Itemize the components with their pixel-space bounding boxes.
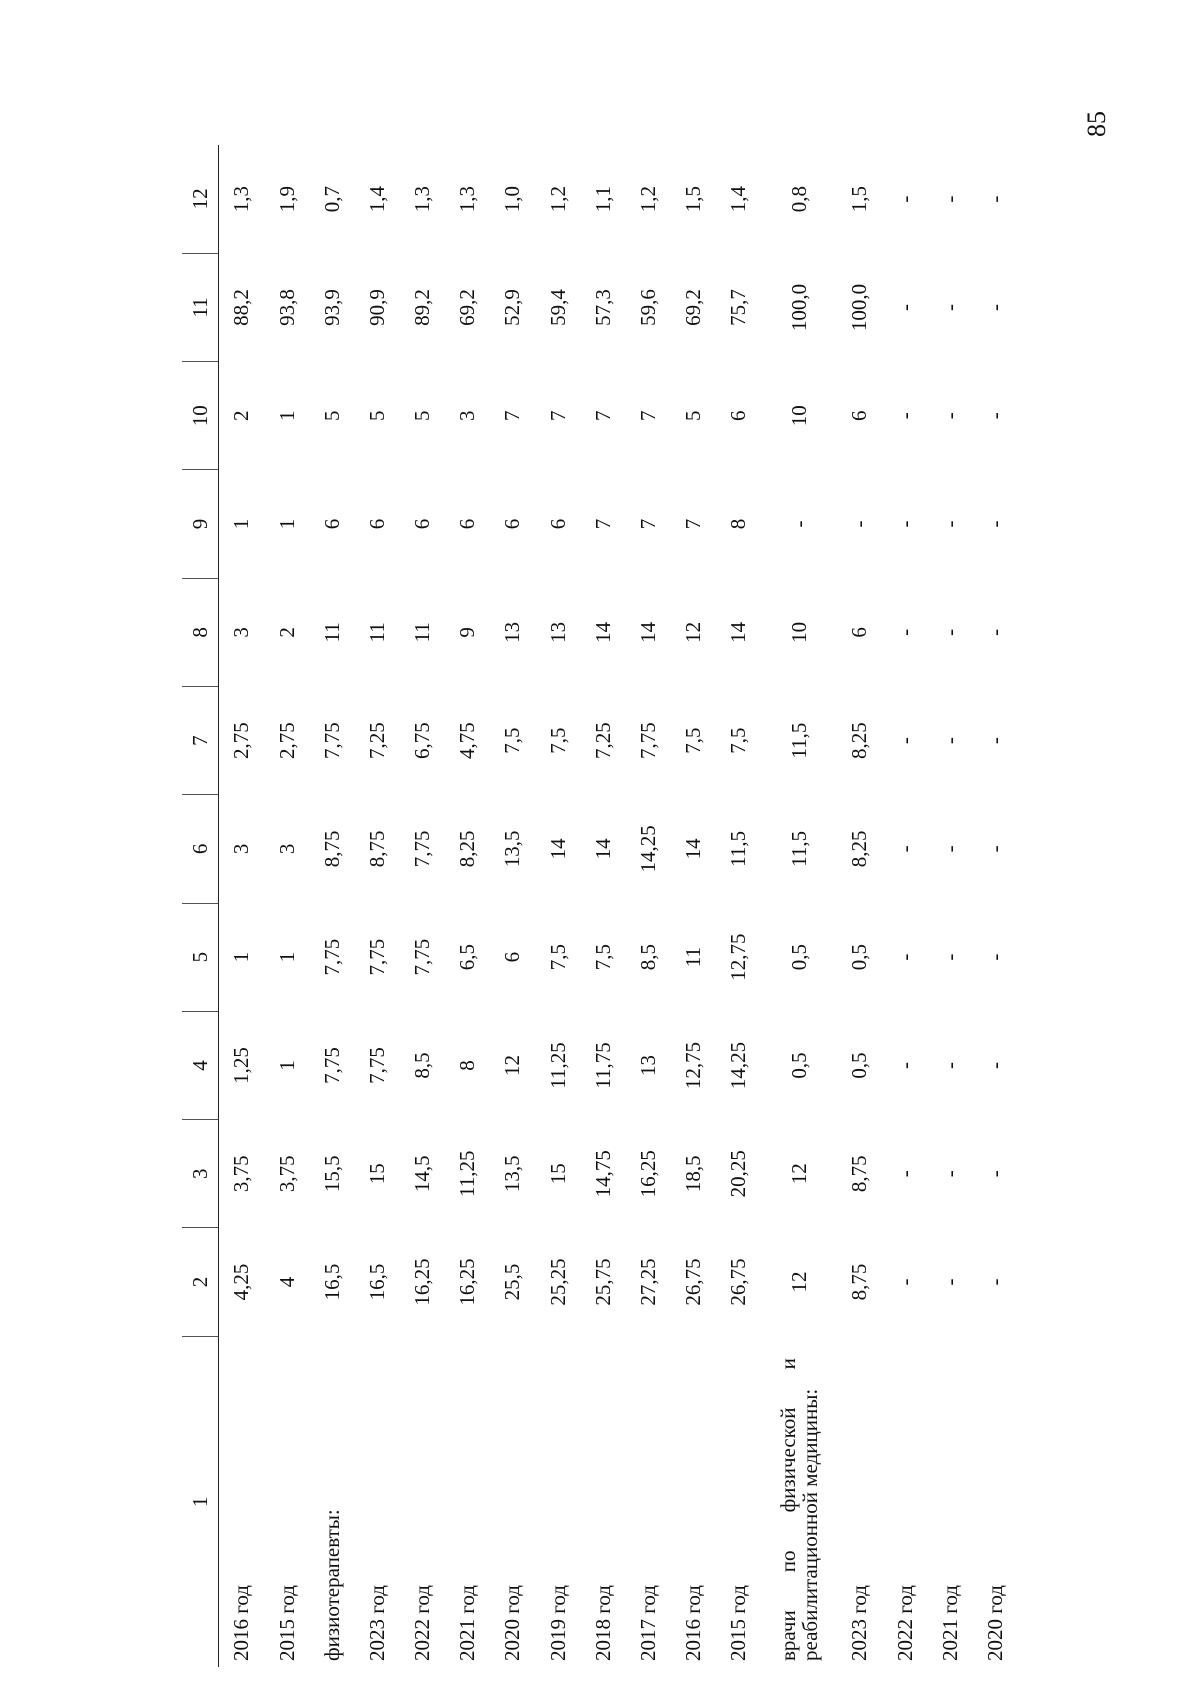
table-cell: 7 bbox=[635, 410, 660, 421]
row-label: 2022 год bbox=[410, 1585, 435, 1661]
table-cell: 12 bbox=[786, 1163, 811, 1185]
table-cell: - bbox=[937, 195, 962, 203]
column-header: 6 bbox=[182, 795, 219, 903]
table-cell: - bbox=[982, 195, 1007, 203]
table-cell: 1,4 bbox=[364, 186, 389, 213]
table-cell: 5 bbox=[319, 410, 344, 421]
table-cell: 0,5 bbox=[847, 944, 872, 971]
table-cell: - bbox=[892, 1278, 917, 1286]
table-cell: - bbox=[892, 737, 917, 745]
table-cell: 6 bbox=[410, 518, 435, 530]
table-cell: 7,5 bbox=[545, 944, 570, 971]
table-cell: - bbox=[982, 303, 1007, 311]
table-cell: 11,5 bbox=[726, 830, 751, 867]
row-label: 2022 год bbox=[892, 1585, 917, 1661]
row-label: 2018 год bbox=[590, 1585, 615, 1661]
table-row bbox=[400, 145, 445, 1667]
table-cell: 0,8 bbox=[786, 186, 811, 213]
table-cell: 7,5 bbox=[726, 727, 751, 754]
table-row bbox=[490, 145, 535, 1667]
table-cell: 1 bbox=[274, 518, 299, 530]
table-cell: 1,3 bbox=[410, 186, 435, 213]
table-cell: 75,7 bbox=[726, 289, 751, 326]
table-cell: - bbox=[982, 953, 1007, 961]
table-cell: - bbox=[982, 628, 1007, 636]
table-cell: 6 bbox=[847, 627, 872, 638]
table-cell: 7,5 bbox=[590, 944, 615, 971]
table-cell: 16,25 bbox=[635, 1150, 660, 1198]
column-header: 9 bbox=[182, 470, 219, 578]
table-cell: - bbox=[937, 953, 962, 961]
column-header: 3 bbox=[182, 1120, 219, 1228]
table-cell: - bbox=[892, 845, 917, 853]
table-cell: 8,25 bbox=[847, 722, 872, 759]
table-cell: 3 bbox=[229, 843, 254, 855]
table-cell: 14 bbox=[545, 838, 570, 860]
table-cell: 25,75 bbox=[590, 1258, 615, 1306]
column-header: 12 bbox=[182, 145, 219, 253]
table-cell: 18,5 bbox=[681, 1155, 706, 1193]
table-row bbox=[716, 145, 761, 1667]
table-cell: 1,5 bbox=[681, 186, 706, 213]
table-cell: 3 bbox=[274, 843, 299, 855]
table-cell: 8,75 bbox=[319, 830, 344, 868]
table-cell: 12,75 bbox=[726, 933, 751, 981]
table-cell: 88,2 bbox=[229, 289, 254, 326]
table-cell: - bbox=[937, 412, 962, 420]
table-cell: 14 bbox=[681, 838, 706, 860]
table-cell: 7,75 bbox=[410, 830, 435, 868]
table-row bbox=[355, 145, 400, 1667]
table-cell: 2 bbox=[229, 410, 254, 421]
table-cell: 6,75 bbox=[410, 722, 435, 759]
table-cell: 93,9 bbox=[319, 289, 344, 326]
table-cell: - bbox=[937, 628, 962, 636]
table-cell: 7 bbox=[681, 518, 706, 530]
table-cell: 6 bbox=[364, 518, 389, 530]
table-cell: 11 bbox=[410, 622, 435, 643]
table-cell: 59,4 bbox=[545, 289, 570, 326]
table-cell: 14 bbox=[726, 621, 751, 643]
table-cell: 11 bbox=[364, 622, 389, 643]
table-cell: 8,25 bbox=[455, 830, 480, 868]
table-row bbox=[761, 145, 837, 1667]
row-label: физиотерапевты: bbox=[319, 1509, 344, 1661]
table-row bbox=[973, 145, 1018, 1667]
table-cell: 1,5 bbox=[847, 186, 872, 213]
table-cell: 93,8 bbox=[274, 289, 299, 326]
table-cell: - bbox=[937, 1278, 962, 1286]
table-cell: 6 bbox=[319, 518, 344, 530]
table-cell: 2,75 bbox=[229, 722, 254, 759]
row-label: 2020 год bbox=[982, 1585, 1007, 1661]
table-cell: 11,25 bbox=[455, 1150, 480, 1197]
table-cell: 10 bbox=[786, 405, 811, 427]
table-cell: 15,5 bbox=[319, 1155, 344, 1193]
table-cell: 3,75 bbox=[274, 1155, 299, 1193]
table-cell: 1 bbox=[229, 518, 254, 530]
table-cell: - bbox=[892, 1061, 917, 1069]
table-cell: 8,5 bbox=[635, 944, 660, 971]
table-cell: 6 bbox=[500, 951, 525, 963]
table-cell: 7 bbox=[635, 518, 660, 530]
row-label: 2019 год bbox=[545, 1585, 570, 1661]
table-cell: 16,25 bbox=[455, 1258, 480, 1306]
column-header: 7 bbox=[182, 686, 219, 794]
table-cell: 13 bbox=[500, 621, 525, 643]
table-cell: 11 bbox=[319, 622, 344, 643]
row-label: 2016 год bbox=[229, 1585, 254, 1661]
table-cell: 89,2 bbox=[410, 289, 435, 326]
table-cell: - bbox=[982, 737, 1007, 745]
table-cell: 7 bbox=[500, 410, 525, 421]
table-cell: - bbox=[937, 1170, 962, 1178]
table-cell: 11,75 bbox=[590, 1042, 615, 1089]
table-cell: 0,5 bbox=[786, 1052, 811, 1079]
table-cell: 16,5 bbox=[364, 1263, 389, 1301]
table-cell: 7 bbox=[545, 410, 570, 421]
table-cell: 8 bbox=[726, 518, 751, 530]
table-cell: 16,25 bbox=[410, 1258, 435, 1306]
row-label: 2021 год bbox=[937, 1585, 962, 1661]
table-cell: - bbox=[892, 412, 917, 420]
table-cell: - bbox=[892, 1170, 917, 1178]
table-cell: 13,5 bbox=[500, 1155, 525, 1193]
column-header: 11 bbox=[182, 253, 219, 361]
table-body bbox=[219, 145, 1019, 1667]
table-cell: 11,25 bbox=[545, 1042, 570, 1089]
table-cell: - bbox=[847, 520, 872, 528]
table-row bbox=[626, 145, 671, 1667]
table-cell: 7 bbox=[590, 410, 615, 421]
table-cell: 1 bbox=[229, 951, 254, 963]
table-cell: - bbox=[937, 845, 962, 853]
table-cell: 52,9 bbox=[500, 289, 525, 326]
table-cell: - bbox=[982, 1278, 1007, 1286]
table-cell: 69,2 bbox=[455, 289, 480, 326]
table-cell: 13,5 bbox=[500, 830, 525, 868]
table-cell: 27,25 bbox=[635, 1258, 660, 1306]
row-label: 2020 год bbox=[500, 1585, 525, 1661]
column-header: 8 bbox=[182, 578, 219, 686]
page-number: 85 bbox=[1082, 111, 1111, 137]
table-cell: 1,25 bbox=[229, 1047, 254, 1084]
table-cell: 6 bbox=[847, 410, 872, 421]
table-cell: 7,25 bbox=[364, 722, 389, 759]
table-row bbox=[837, 145, 882, 1667]
table-cell: 69,2 bbox=[681, 289, 706, 326]
table-cell: 7,5 bbox=[681, 727, 706, 754]
table-cell: 6 bbox=[545, 518, 570, 530]
table-cell: 3,75 bbox=[229, 1155, 254, 1193]
table-cell: 5 bbox=[681, 410, 706, 421]
row-label: 2023 год bbox=[847, 1585, 872, 1661]
row-label: 2016 год bbox=[681, 1585, 706, 1661]
table-cell: 100,0 bbox=[847, 283, 872, 332]
table-cell: 5 bbox=[410, 410, 435, 421]
table-cell: 25,5 bbox=[500, 1263, 525, 1301]
data-table-container bbox=[182, 145, 1018, 1667]
table-cell: - bbox=[982, 520, 1007, 528]
table-cell: 1,3 bbox=[229, 186, 254, 213]
table-cell: - bbox=[892, 628, 917, 636]
table-cell: 7,75 bbox=[635, 722, 660, 759]
table-cell: 14 bbox=[635, 621, 660, 643]
table-cell: 12,75 bbox=[681, 1041, 706, 1090]
table-cell: 12 bbox=[500, 1054, 525, 1076]
table-cell: 1 bbox=[274, 410, 299, 421]
table-cell: 0,5 bbox=[786, 944, 811, 971]
table-cell: 7,75 bbox=[319, 1047, 344, 1084]
table-cell: 7,25 bbox=[590, 722, 615, 759]
table-cell: - bbox=[937, 303, 962, 311]
table-row bbox=[536, 145, 581, 1667]
column-header: 5 bbox=[182, 903, 219, 1011]
column-header: 4 bbox=[182, 1011, 219, 1119]
table-row bbox=[219, 145, 265, 1667]
table-cell: - bbox=[892, 520, 917, 528]
table-cell: 6 bbox=[500, 518, 525, 530]
table-cell: - bbox=[937, 520, 962, 528]
table-cell: 4,75 bbox=[455, 722, 480, 759]
table-cell: 10 bbox=[786, 621, 811, 643]
table-row bbox=[671, 145, 716, 1667]
table-cell: - bbox=[982, 1061, 1007, 1069]
row-label: врачи по физической и реабилитационной медицины: bbox=[776, 1358, 823, 1661]
table-cell: 6 bbox=[726, 410, 751, 421]
table-row bbox=[581, 145, 626, 1667]
row-label: 2021 год bbox=[455, 1585, 480, 1661]
header-row bbox=[182, 145, 219, 1667]
table-cell: - bbox=[892, 953, 917, 961]
table-cell: 7 bbox=[590, 518, 615, 530]
table-cell: 2 bbox=[274, 627, 299, 638]
table-cell: 2,75 bbox=[274, 722, 299, 759]
table-cell: 1,1 bbox=[590, 186, 615, 213]
table-cell: 8,75 bbox=[847, 1155, 872, 1193]
table-cell: 14,25 bbox=[635, 825, 660, 873]
table-cell: 7,75 bbox=[319, 938, 344, 976]
row-label: 2023 год bbox=[364, 1585, 389, 1661]
table-cell: - bbox=[937, 737, 962, 745]
table-cell: - bbox=[892, 195, 917, 203]
table-cell: 1,0 bbox=[500, 186, 525, 213]
table-cell: 7,75 bbox=[364, 938, 389, 976]
table-cell: 8,25 bbox=[847, 830, 872, 868]
table-cell: 1 bbox=[274, 1060, 299, 1071]
table-row bbox=[445, 145, 490, 1667]
table-cell: 5 bbox=[364, 410, 389, 421]
table-cell: 7,75 bbox=[319, 722, 344, 759]
column-header: 1 bbox=[182, 1336, 219, 1667]
row-label: 2015 год bbox=[274, 1585, 299, 1661]
table-cell: 7,5 bbox=[500, 727, 525, 754]
table-cell: 14,25 bbox=[726, 1041, 751, 1090]
table-cell: 1,2 bbox=[635, 186, 660, 213]
table-cell: - bbox=[937, 1061, 962, 1069]
table-cell: 25,25 bbox=[545, 1258, 570, 1306]
table-cell: 14,5 bbox=[410, 1155, 435, 1193]
table-cell: 7,75 bbox=[364, 1047, 389, 1084]
table-cell: 20,25 bbox=[726, 1150, 751, 1198]
table-cell: 15 bbox=[545, 1163, 570, 1185]
table-cell: 11,5 bbox=[786, 722, 811, 759]
column-header: 10 bbox=[182, 362, 219, 470]
column-header: 2 bbox=[182, 1228, 219, 1336]
table-cell: 12 bbox=[681, 621, 706, 643]
table-cell: 12 bbox=[786, 1271, 811, 1293]
table-cell: 14,75 bbox=[590, 1150, 615, 1198]
table-cell: 14 bbox=[590, 621, 615, 643]
table-cell: 16,5 bbox=[319, 1263, 344, 1301]
table-cell: 4,25 bbox=[229, 1263, 254, 1301]
table-cell: 1,3 bbox=[455, 186, 480, 213]
table-cell: 26,75 bbox=[681, 1258, 706, 1306]
table-cell: 13 bbox=[545, 621, 570, 643]
table-cell: - bbox=[982, 845, 1007, 853]
table-row bbox=[265, 145, 310, 1667]
table-cell: - bbox=[892, 303, 917, 311]
table-cell: 0,5 bbox=[847, 1052, 872, 1079]
table-cell: - bbox=[786, 520, 811, 528]
row-label: 2017 год bbox=[635, 1585, 660, 1661]
table-cell: 8,75 bbox=[364, 830, 389, 868]
table-cell: 1 bbox=[274, 951, 299, 963]
table-cell: 0,7 bbox=[319, 186, 344, 213]
table-cell: 8,5 bbox=[410, 1052, 435, 1079]
table-cell: 14 bbox=[590, 838, 615, 860]
table-cell: 15 bbox=[364, 1163, 389, 1185]
table-cell: 7,75 bbox=[410, 938, 435, 976]
table-cell: 100,0 bbox=[786, 283, 811, 332]
table-cell: 1,4 bbox=[726, 186, 751, 213]
table-cell: 7,5 bbox=[545, 727, 570, 754]
table-cell: 8,75 bbox=[847, 1263, 872, 1301]
table-cell: 3 bbox=[229, 627, 254, 638]
table-row bbox=[928, 145, 973, 1667]
table-cell: 59,6 bbox=[635, 289, 660, 326]
table-cell: 13 bbox=[635, 1054, 660, 1076]
table-cell: 3 bbox=[455, 410, 480, 421]
table-cell: 11,5 bbox=[786, 830, 811, 867]
table-cell: 90,9 bbox=[364, 289, 389, 326]
table-cell: 1,2 bbox=[545, 186, 570, 213]
table-cell: 1,9 bbox=[274, 186, 299, 213]
table-cell: 8 bbox=[455, 1060, 480, 1071]
table-cell: 57,3 bbox=[590, 289, 615, 326]
table-cell: - bbox=[982, 1170, 1007, 1178]
table-cell: 6,5 bbox=[455, 944, 480, 971]
table-cell: 6 bbox=[455, 518, 480, 530]
table-cell: - bbox=[982, 412, 1007, 420]
table-cell: 9 bbox=[455, 627, 480, 638]
table-cell: 11 bbox=[681, 947, 706, 968]
data-table bbox=[182, 145, 1018, 1667]
row-label: 2015 год bbox=[726, 1585, 751, 1661]
table-cell: 4 bbox=[274, 1276, 299, 1288]
table-row bbox=[310, 145, 355, 1667]
table-row bbox=[882, 145, 927, 1667]
table-cell: 26,75 bbox=[726, 1258, 751, 1306]
